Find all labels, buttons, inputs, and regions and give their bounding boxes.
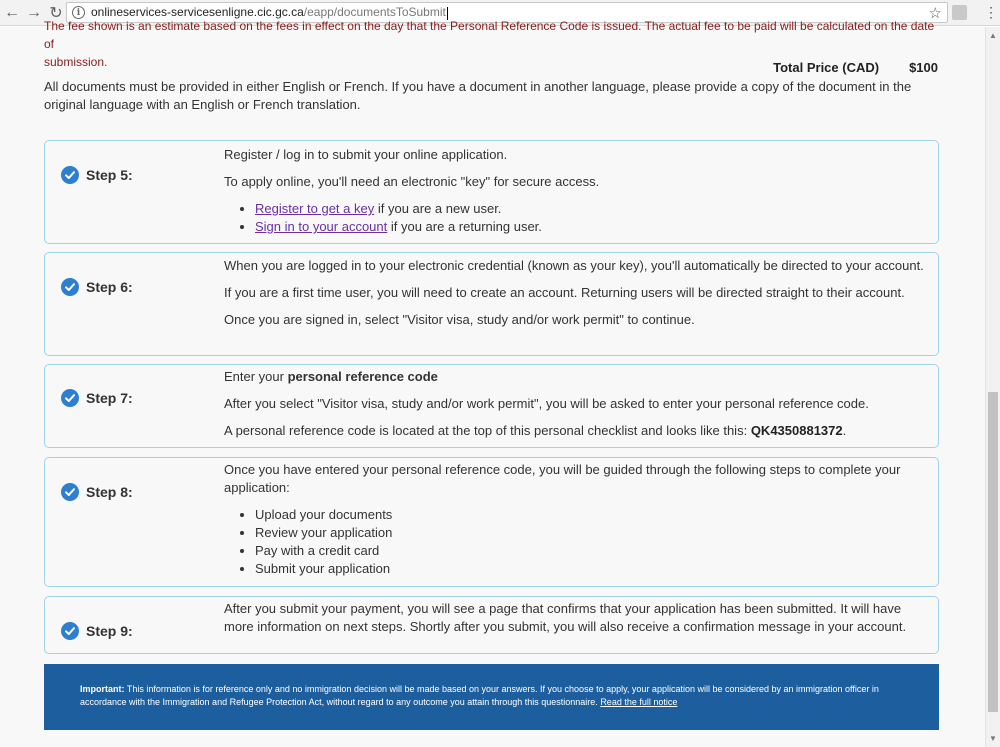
step-6-text-2: If you are a first time user, you will need to create an account. Returning users will be directed straight to their account. [224, 285, 905, 300]
notice-text: This information is for reference only and no immigration decision will be made based on your answers. If you choose to apply, your application will be considered by an immigration officer in accordance with the Immigration and Refugee Protection Act, without regard to any outcome you attain through this questionnaire. [80, 684, 879, 707]
step-9-header [61, 622, 133, 640]
forward-arrow-icon[interactable]: → [26, 3, 42, 21]
back-arrow-icon[interactable]: ← [4, 3, 20, 21]
step-5-body [224, 146, 924, 236]
step-7-text-3-suffix: . [842, 423, 847, 438]
sign-in-link[interactable]: Sign in to your account [255, 219, 388, 234]
check-icon [61, 622, 79, 640]
page-content [0, 19, 985, 747]
check-icon [61, 166, 79, 184]
list-item [255, 200, 924, 218]
total-price-label: Total Price (CAD) [773, 60, 880, 75]
step-7-text-1 [224, 368, 924, 386]
list-item: • Pay with a credit card [255, 542, 924, 560]
step-7-title: Step 7: [86, 390, 133, 406]
check-icon [61, 483, 79, 501]
star-icon[interactable]: ☆ [928, 5, 942, 22]
step-9-title: Step 9: [86, 623, 133, 639]
step-6-text-1: When you are logged in to your electronic credential (known as your key), you'll automatically be directed to your account. [224, 258, 924, 273]
step-7-text-1-prefix: Enter your [224, 369, 288, 384]
check-icon [61, 278, 79, 296]
step-7-body [224, 368, 924, 440]
step-8-title: Step 8: [86, 484, 133, 500]
vertical-scrollbar[interactable] [985, 27, 1000, 747]
scroll-down-icon[interactable]: ▼ [989, 734, 997, 743]
step-6-header [61, 278, 133, 296]
step-5-text-1: Register / log in to submit your online application. [224, 147, 508, 162]
list-item [255, 218, 924, 236]
step-8-header [61, 483, 133, 501]
step-7-text-3 [224, 422, 924, 440]
important-notice [44, 664, 939, 730]
step-5-list [224, 200, 924, 236]
register-link-suffix: if you are a new user. [374, 201, 502, 216]
step-5-text-2: To apply online, you'll need an electronic "key" for secure access. [224, 174, 600, 189]
step-7-text-3-prefix: A personal reference code is located at the top of this personal checklist and looks like this: [224, 423, 751, 438]
reference-code-example: QK4350881372 [750, 423, 843, 438]
register-link[interactable]: Register to get a key [255, 201, 375, 216]
scroll-up-icon[interactable]: ▲ [989, 31, 997, 40]
fee-note-line2: submission. [44, 55, 108, 69]
step-5-header [61, 166, 133, 184]
url-host: onlineservices-servicesenligne.cic.gc.ca [91, 5, 304, 20]
language-note: All documents must be provided in either English or French. If you have a document in another language, please provide a copy of the document in the original language with an English or French translation. [44, 79, 912, 112]
extension-icon[interactable] [952, 5, 967, 20]
step-9-body [224, 600, 924, 636]
step-7-text-2: After you select "Visitor visa, study and/or work permit", you will be asked to enter your personal reference code. [224, 396, 869, 411]
info-icon[interactable]: i [72, 6, 85, 19]
check-icon [61, 389, 79, 407]
step-8-body [224, 461, 924, 578]
scrollbar-thumb[interactable] [988, 392, 998, 712]
menu-icon[interactable]: ⋮ [984, 4, 998, 20]
step-8-text-1: Once you have entered your personal reference code, you will be guided through the following steps to complete your application: [224, 462, 901, 495]
step-5-card [44, 140, 939, 244]
step-6-body [224, 257, 924, 329]
step-7-text-1-bold: personal reference code [287, 369, 438, 384]
step-8-list [224, 506, 924, 578]
total-price [44, 60, 938, 75]
list-item: • Upload your documents [255, 506, 924, 524]
fee-note-line1: The fee shown is an estimate based on the fees in effect on the day that the Personal Reference Code is issued. The actual fee to be paid will be calculated on the date of [44, 19, 935, 51]
list-item: • Submit your application [255, 560, 924, 578]
list-item: • Review your application [255, 524, 924, 542]
step-7-header [61, 389, 133, 407]
step-6-card [44, 252, 939, 356]
sign-in-link-suffix: if you are a returning user. [387, 219, 542, 234]
step-6-title: Step 6: [86, 279, 133, 295]
step-9-text-1: After you submit your payment, you will see a page that confirms that your application has been submitted. It will have more information on next steps. Shortly after you submit, you will also receive a confirmation message in your account. [224, 601, 907, 634]
total-price-value: $100 [909, 60, 938, 75]
reload-icon[interactable]: ↻ [49, 4, 63, 22]
step-7-card [44, 364, 939, 448]
step-8-card [44, 457, 939, 587]
step-9-card [44, 596, 939, 654]
step-6-text-3: Once you are signed in, select "Visitor visa, study and/or work permit" to continue. [224, 312, 695, 327]
url-path: /eapp/documentsToSubmit [303, 5, 446, 20]
step-5-title: Step 5: [86, 167, 133, 183]
notice-label: Important: [80, 684, 125, 694]
read-full-notice-link[interactable]: Read the full notice [600, 697, 678, 707]
